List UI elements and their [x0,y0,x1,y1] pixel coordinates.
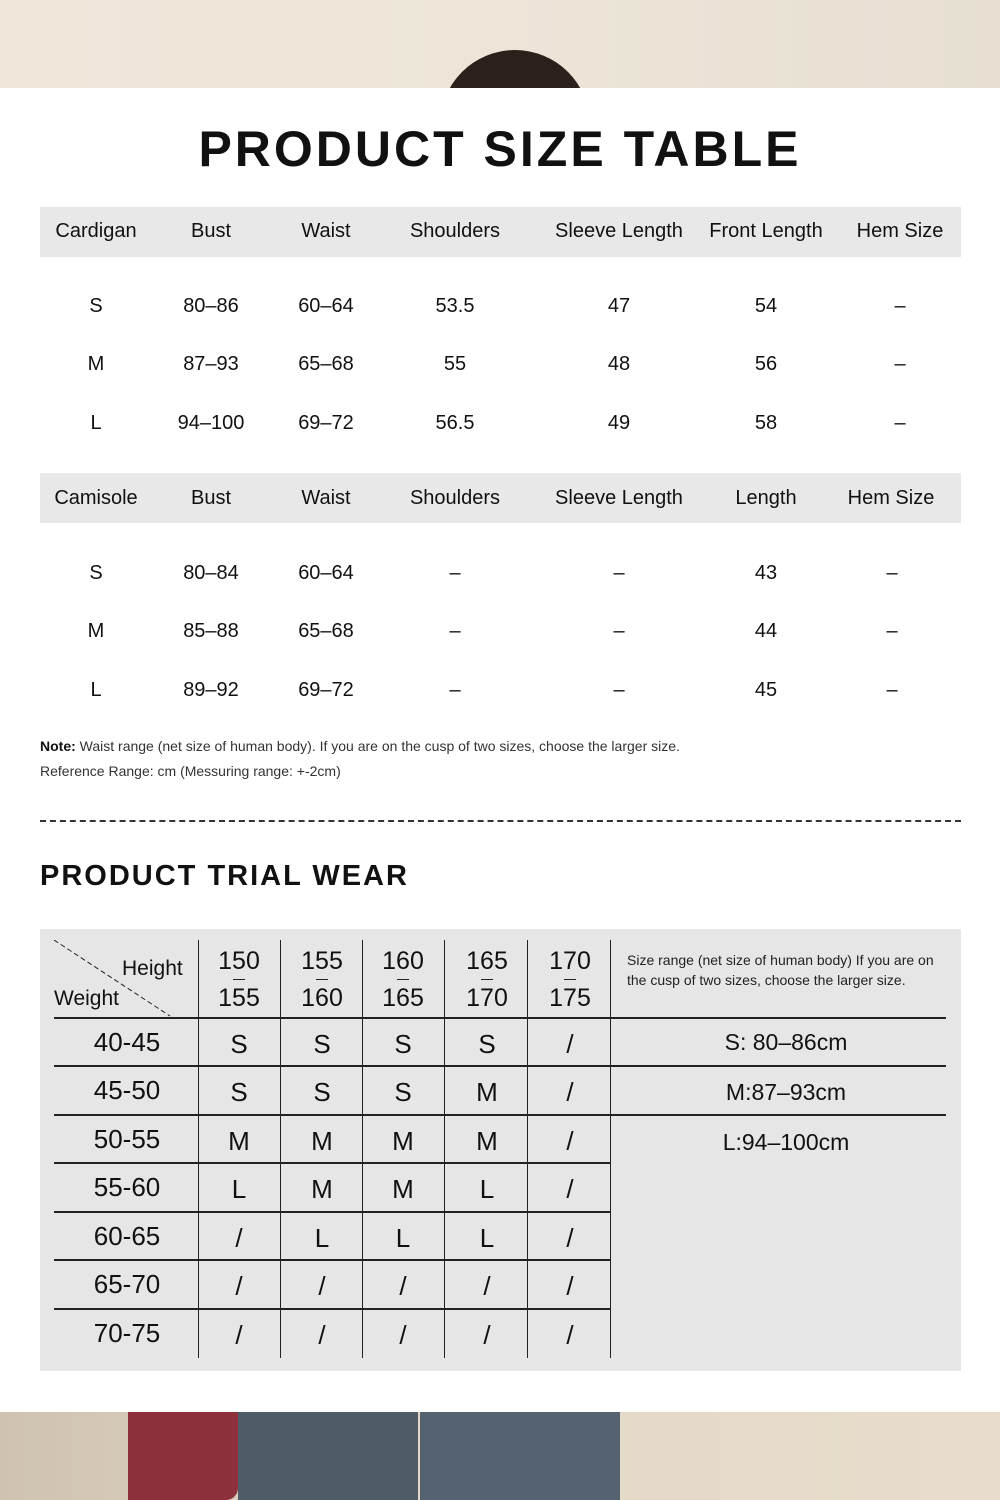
trial-size-cell: / [235,1320,243,1350]
grid-hline [54,1065,946,1067]
weight-label: 65-70 [93,1269,161,1299]
camisole-cell: S [89,562,103,584]
trial-size-cell: L [395,1223,411,1253]
camisole-header-3: Shoulders [409,487,501,509]
camisole-cell: 69–72 [298,679,354,701]
trial-size-cell: / [318,1320,326,1350]
trial-size-cell: M [392,1126,414,1156]
trial-size-cell: S [230,1029,248,1059]
camisole-cell: 89–92 [183,679,239,701]
corner-diagonal [54,940,172,1018]
weight-label: 70-75 [93,1318,161,1348]
height-from: 165 [466,947,508,975]
camisole-cell: – [449,679,461,701]
cardigan-cell: 53.5 [435,295,475,317]
trial-size-cell: / [235,1223,243,1253]
model-jeans-left [238,1412,418,1500]
height-from: 170 [549,947,591,975]
height-to: 165 [382,984,424,1012]
height-range-bar [564,979,576,980]
trial-size-cell: / [566,1223,574,1253]
size-range-2: L:94–100cm [722,1129,850,1155]
camisole-cell: – [886,679,898,701]
camisole-header-1: Bust [190,487,232,509]
camisole-cell: 44 [754,620,778,642]
camisole-cell: 65–68 [298,620,354,642]
trial-size-cell: M [311,1126,333,1156]
trial-size-cell: / [566,1126,574,1156]
camisole-cell: L [90,679,102,701]
grid-vline [527,940,528,1358]
weight-label: 45-50 [93,1075,161,1105]
height-range-1 [282,943,362,1017]
cardigan-header-3: Shoulders [409,220,501,242]
corner-height-label: Height [122,957,183,980]
model-bag [128,1412,238,1500]
camisole-cell: – [449,620,461,642]
height-to: 155 [218,984,260,1012]
cardigan-cell: 80–86 [183,295,239,317]
cardigan-cell: 55 [443,353,467,375]
grid-vline [610,940,611,1358]
trial-size-cell: / [399,1271,407,1301]
camisole-header-6: Hem Size [847,487,935,509]
cardigan-header-4: Sleeve Length [555,220,683,242]
height-to: 170 [466,984,508,1012]
weight-label: 50-55 [93,1124,161,1154]
cardigan-cell: 94–100 [177,412,245,434]
grid-vline [444,940,445,1358]
trial-size-cell: / [566,1029,574,1059]
cardigan-cell: 54 [754,295,778,317]
height-range-4 [530,943,610,1017]
trial-size-cell: L [479,1223,495,1253]
size-range-note: Size range (net size of human body) If you are on the cusp of two sizes, choose the larger size. [627,952,934,988]
weight-label: 55-60 [93,1172,161,1202]
camisole-cell: 60–64 [298,562,354,584]
cardigan-header-2: Waist [301,220,351,242]
page-title: PRODUCT SIZE TABLE [198,121,802,177]
trial-size-cell: M [228,1126,250,1156]
camisole-cell: M [87,620,105,642]
trial-size-cell: / [399,1320,407,1350]
trial-size-cell: / [483,1271,491,1301]
cardigan-cell: L [90,412,102,434]
cardigan-header-6: Hem Size [856,220,944,242]
camisole-cell: 45 [754,679,778,701]
height-range-bar [481,979,493,980]
dashed-divider [40,820,961,822]
trial-size-cell: M [392,1174,414,1204]
trial-size-cell: S [394,1029,412,1059]
height-range-2 [363,943,443,1017]
camisole-header-0: Camisole [54,487,138,509]
height-from: 160 [382,947,424,975]
trial-size-cell: / [483,1320,491,1350]
camisole-cell: – [613,679,625,701]
trial-size-cell: L [231,1174,247,1204]
cardigan-cell: 58 [754,412,778,434]
trial-size-cell: / [566,1077,574,1107]
cardigan-cell: 65–68 [298,353,354,375]
height-to: 175 [549,984,591,1012]
camisole-header-2: Waist [301,487,351,509]
height-from: 155 [301,947,343,975]
trial-title: PRODUCT TRIAL WEAR [40,860,409,892]
cardigan-cell: – [894,412,906,434]
trial-size-cell: / [566,1320,574,1350]
camisole-cell: – [886,562,898,584]
trial-size-cell: / [566,1174,574,1204]
size-range-0: S: 80–86cm [724,1029,848,1055]
camisole-cell: – [449,562,461,584]
height-range-0 [199,943,279,1017]
corner-weight-label: Weight [54,987,119,1010]
trial-size-cell: S [394,1077,412,1107]
trial-size-cell: M [311,1174,333,1204]
cardigan-header-0: Cardigan [55,220,137,242]
cardigan-cell: – [894,295,906,317]
height-range-3 [447,943,527,1017]
trial-size-cell: / [566,1271,574,1301]
camisole-cell: – [613,562,625,584]
cardigan-cell: 47 [607,295,631,317]
reference-range: Reference Range: cm (Messuring range: +-2cm) [40,763,341,779]
cardigan-cell: 60–64 [298,295,354,317]
trial-size-cell: S [313,1077,331,1107]
camisole-cell: 80–84 [183,562,239,584]
trial-size-cell: M [476,1077,498,1107]
camisole-cell: – [886,620,898,642]
trial-size-cell: / [318,1271,326,1301]
note-text: Waist range (net size of human body). If you are on the cusp of two sizes, choose the larger size. [75,738,680,754]
cardigan-cell: 69–72 [298,412,354,434]
model-jeans-right [420,1412,620,1500]
note-label: Note: [40,738,76,754]
cardigan-cell: S [89,295,103,317]
cardigan-cell: 56 [754,353,778,375]
cardigan-cell: 56.5 [435,412,475,434]
trial-size-cell: L [479,1174,495,1204]
note-line [40,738,680,754]
height-range-bar [233,979,245,980]
trial-size-cell: S [478,1029,496,1059]
cardigan-header-1: Bust [190,220,232,242]
trial-size-cell: M [476,1126,498,1156]
trial-size-cell: / [235,1271,243,1301]
camisole-header-4: Sleeve Length [555,487,683,509]
height-range-bar [397,979,409,980]
grid-hline [54,1114,946,1116]
size-range-1: M:87–93cm [725,1079,847,1105]
cardigan-cell: – [894,353,906,375]
grid-hline [54,1017,946,1019]
weight-label: 60-65 [93,1221,161,1251]
cardigan-cell: M [87,353,105,375]
grid-vline [280,940,281,1358]
camisole-cell: – [613,620,625,642]
trial-size-cell: S [230,1077,248,1107]
camisole-cell: 43 [754,562,778,584]
weight-label: 40-45 [93,1027,161,1057]
trial-size-cell: L [314,1223,330,1253]
camisole-header-5: Length [735,487,797,509]
height-range-bar [316,979,328,980]
cardigan-cell: 87–93 [183,353,239,375]
height-from: 150 [218,947,260,975]
trial-size-cell: S [313,1029,331,1059]
cardigan-cell: 48 [607,353,631,375]
cardigan-header-5: Front Length [709,220,823,242]
cardigan-cell: 49 [607,412,631,434]
camisole-cell: 85–88 [183,620,239,642]
height-to: 160 [301,984,343,1012]
